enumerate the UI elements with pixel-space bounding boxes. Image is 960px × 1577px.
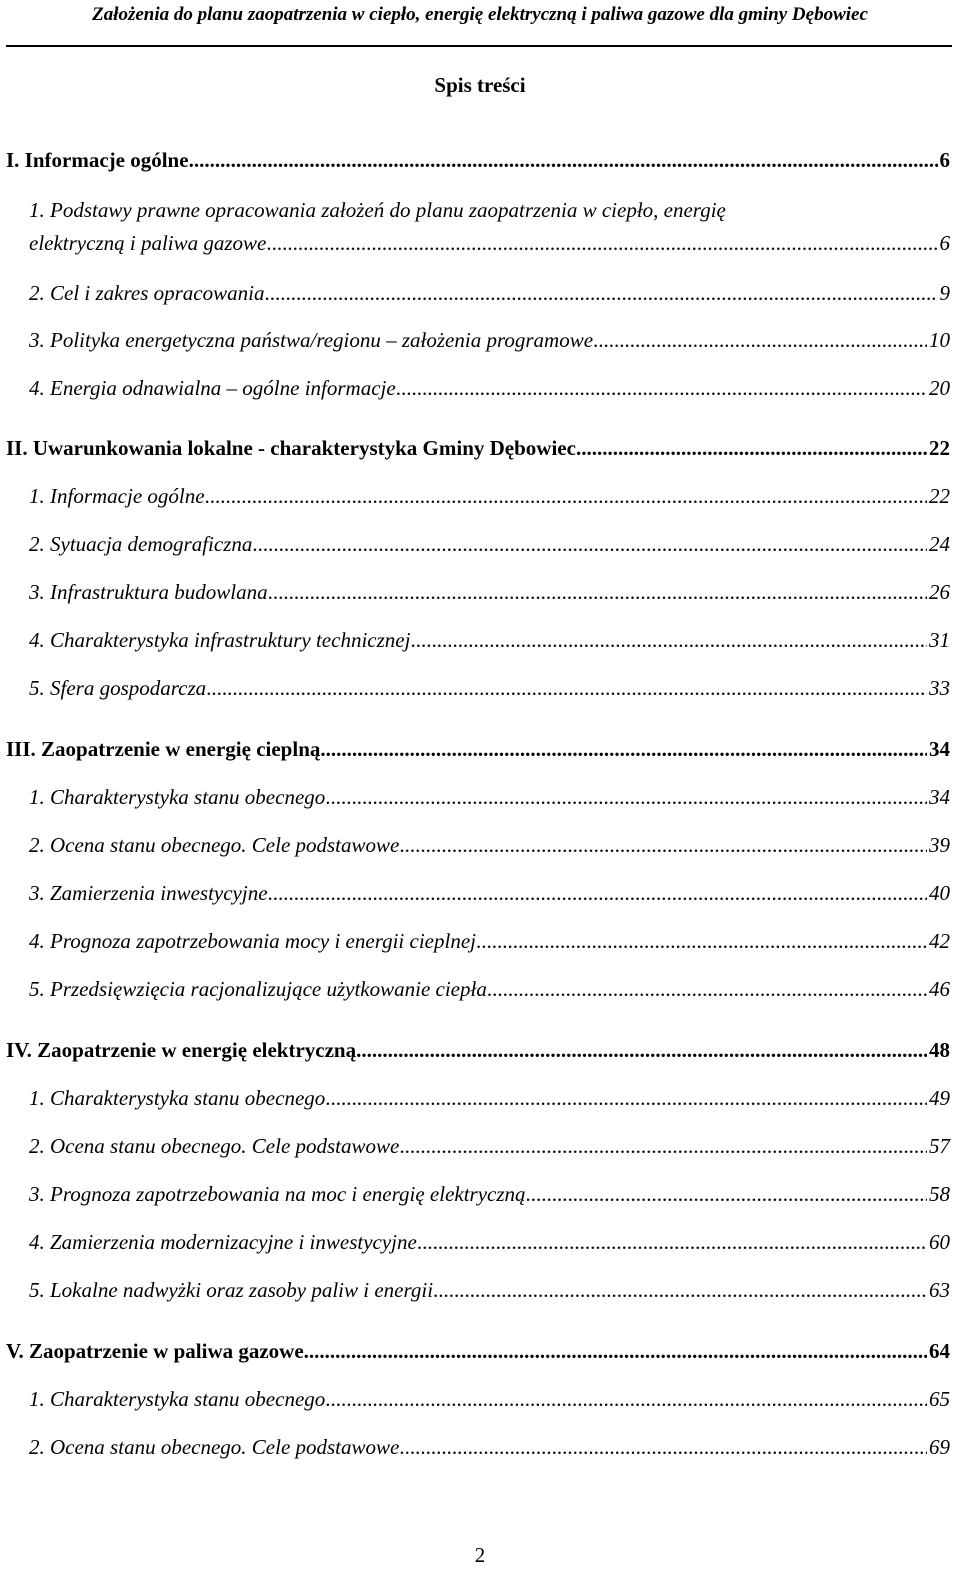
toc-entry-label: 4. Zamierzenia modernizacyjne i inwestycyjne bbox=[29, 1230, 417, 1254]
toc-entry[interactable] bbox=[29, 1386, 950, 1412]
leader-dots bbox=[576, 435, 927, 461]
leader-dots bbox=[325, 784, 927, 810]
leader-dots bbox=[252, 531, 927, 557]
toc-entry[interactable] bbox=[29, 627, 950, 653]
leader-dots bbox=[325, 1085, 927, 1111]
toc-entry-label: 2. Ocena stanu obecnego. Cele podstawowe bbox=[29, 1134, 400, 1158]
toc-entry[interactable] bbox=[29, 230, 950, 256]
toc-entry-page: 46 bbox=[929, 977, 950, 1001]
leader-dots bbox=[304, 1338, 927, 1364]
toc-entry[interactable] bbox=[29, 375, 950, 401]
toc-entry-page: 48 bbox=[929, 1038, 950, 1062]
toc-entry-label: elektryczną i paliwa gazowe bbox=[29, 231, 267, 255]
leader-dots bbox=[206, 675, 927, 701]
leader-dots bbox=[476, 928, 927, 954]
page-number: 2 bbox=[474, 1543, 486, 1567]
leader-dots bbox=[399, 1434, 927, 1460]
toc-entry[interactable] bbox=[29, 832, 950, 858]
toc-entry-label: III. Zaopatrzenie w energię cieplną bbox=[6, 737, 321, 761]
toc-entry-page: 64 bbox=[929, 1339, 950, 1363]
toc-entry-page: 57 bbox=[929, 1134, 950, 1158]
leader-dots bbox=[487, 976, 927, 1002]
toc-entry[interactable] bbox=[29, 928, 950, 954]
toc-entry-label: 3. Zamierzenia inwestycyjne bbox=[29, 881, 268, 905]
toc-entry-label: 5. Przedsięwzięcia racjonalizujące użytkowanie ciepła bbox=[29, 977, 487, 1001]
toc-entry[interactable] bbox=[6, 1037, 950, 1063]
toc-entry-label: 5. Lokalne nadwyżki oraz zasoby paliw i energii bbox=[29, 1278, 434, 1302]
leader-dots bbox=[593, 327, 927, 353]
leader-dots bbox=[264, 280, 937, 306]
toc-entry-page: 10 bbox=[929, 328, 950, 352]
toc-entry[interactable] bbox=[6, 435, 950, 461]
toc-entry[interactable] bbox=[29, 976, 950, 1002]
toc-entry[interactable] bbox=[29, 483, 950, 509]
toc-entry-page: 34 bbox=[929, 785, 950, 809]
toc-entry-page: 49 bbox=[929, 1086, 950, 1110]
toc-entry-label: 1. Charakterystyka stanu obecnego bbox=[29, 1387, 326, 1411]
toc-entry-label: 2. Cel i zakres opracowania bbox=[29, 281, 265, 305]
toc-entry-label: 1. Charakterystyka stanu obecnego bbox=[29, 1086, 326, 1110]
toc-entry-page: 65 bbox=[929, 1387, 950, 1411]
toc-title: Spis treści bbox=[434, 73, 526, 97]
toc-entry-label: 4. Charakterystyka infrastruktury technicznej bbox=[29, 628, 411, 652]
leader-dots bbox=[320, 736, 927, 762]
document-header: Założenia do planu zaopatrzenia w ciepło, energię elektryczną i paliwa gazowe dla gminy Dębowiec bbox=[92, 4, 868, 25]
leader-dots bbox=[433, 1277, 927, 1303]
toc-entry[interactable] bbox=[29, 1133, 950, 1159]
toc-entry-label: 2. Sytuacja demograficzna bbox=[29, 532, 253, 556]
toc-entry-label: 5. Sfera gospodarcza bbox=[29, 676, 207, 700]
toc-entry-page: 20 bbox=[929, 376, 950, 400]
toc-entry-label: IV. Zaopatrzenie w energię elektryczną bbox=[6, 1038, 357, 1062]
toc-entry-label: 3. Polityka energetyczna państwa/regionu – założenia programowe bbox=[29, 328, 594, 352]
toc-entry-label: 4. Prognoza zapotrzebowania mocy i energii cieplnej bbox=[29, 929, 476, 953]
toc-entry-label: 1. Informacje ogólne bbox=[29, 484, 205, 508]
leader-dots bbox=[205, 483, 927, 509]
toc-entry-page: 6 bbox=[939, 148, 950, 172]
toc-entry-label: 3. Infrastruktura budowlana bbox=[29, 580, 268, 604]
toc-entry-page: 39 bbox=[929, 833, 950, 857]
toc-entry[interactable] bbox=[29, 1434, 950, 1460]
toc-entry-page: 33 bbox=[929, 676, 950, 700]
toc-entry-label: II. Uwarunkowania lokalne - charakterystyka Gminy Dębowiec bbox=[6, 436, 576, 460]
toc-entry-label: 4. Energia odnawialna – ogólne informacje bbox=[29, 376, 396, 400]
leader-dots bbox=[268, 579, 927, 605]
leader-dots bbox=[399, 832, 927, 858]
toc-entry-page: 60 bbox=[929, 1230, 950, 1254]
toc-entry[interactable] bbox=[29, 1181, 950, 1207]
toc-entry[interactable] bbox=[29, 579, 950, 605]
toc-entry[interactable] bbox=[29, 327, 950, 353]
toc-entry-page: 31 bbox=[929, 628, 950, 652]
toc-entry-page: 6 bbox=[939, 231, 950, 255]
toc-entry-page: 9 bbox=[939, 281, 950, 305]
toc-entry-label: 2. Ocena stanu obecnego. Cele podstawowe bbox=[29, 833, 400, 857]
toc-entry[interactable] bbox=[6, 1338, 950, 1364]
toc-entry[interactable] bbox=[29, 280, 950, 306]
toc-entry[interactable] bbox=[6, 147, 950, 173]
toc-entry-label: 1. Charakterystyka stanu obecnego bbox=[29, 785, 326, 809]
toc-entry-page: 58 bbox=[929, 1182, 950, 1206]
toc-entry[interactable] bbox=[29, 784, 950, 810]
toc-entry-page: 69 bbox=[929, 1435, 950, 1459]
toc-entry-page: 63 bbox=[929, 1278, 950, 1302]
toc-entry[interactable] bbox=[29, 531, 950, 557]
leader-dots bbox=[266, 230, 937, 256]
toc-entry-wrapped-line[interactable]: 1. Podstawy prawne opracowania założeń do planu zaopatrzenia w ciepło, energię bbox=[29, 198, 726, 222]
toc-entry-page: 42 bbox=[929, 929, 950, 953]
leader-dots bbox=[325, 1386, 927, 1412]
toc-entry[interactable] bbox=[29, 1229, 950, 1255]
leader-dots bbox=[417, 1229, 927, 1255]
toc-entry-page: 34 bbox=[929, 737, 950, 761]
leader-dots bbox=[399, 1133, 927, 1159]
toc-entry-label: 2. Ocena stanu obecnego. Cele podstawowe bbox=[29, 1435, 400, 1459]
toc-entry-label: V. Zaopatrzenie w paliwa gazowe bbox=[6, 1339, 304, 1363]
leader-dots bbox=[396, 375, 927, 401]
toc-entry-page: 26 bbox=[929, 580, 950, 604]
toc-entry-label: I. Informacje ogólne bbox=[6, 148, 189, 172]
toc-entry-page: 22 bbox=[929, 484, 950, 508]
leader-dots bbox=[189, 147, 938, 173]
toc-entry[interactable] bbox=[6, 736, 950, 762]
toc-entry[interactable] bbox=[29, 1085, 950, 1111]
leader-dots bbox=[526, 1181, 927, 1207]
toc-entry-label: 3. Prognoza zapotrzebowania na moc i energię elektryczną bbox=[29, 1182, 526, 1206]
toc-entry[interactable] bbox=[29, 880, 950, 906]
toc-entry-page: 22 bbox=[929, 436, 950, 460]
toc-entry[interactable] bbox=[29, 675, 950, 701]
toc-entry[interactable] bbox=[29, 1277, 950, 1303]
leader-dots bbox=[268, 880, 927, 906]
toc-entry-page: 24 bbox=[929, 532, 950, 556]
leader-dots bbox=[410, 627, 927, 653]
toc-entry-page: 40 bbox=[929, 881, 950, 905]
leader-dots bbox=[356, 1037, 927, 1063]
